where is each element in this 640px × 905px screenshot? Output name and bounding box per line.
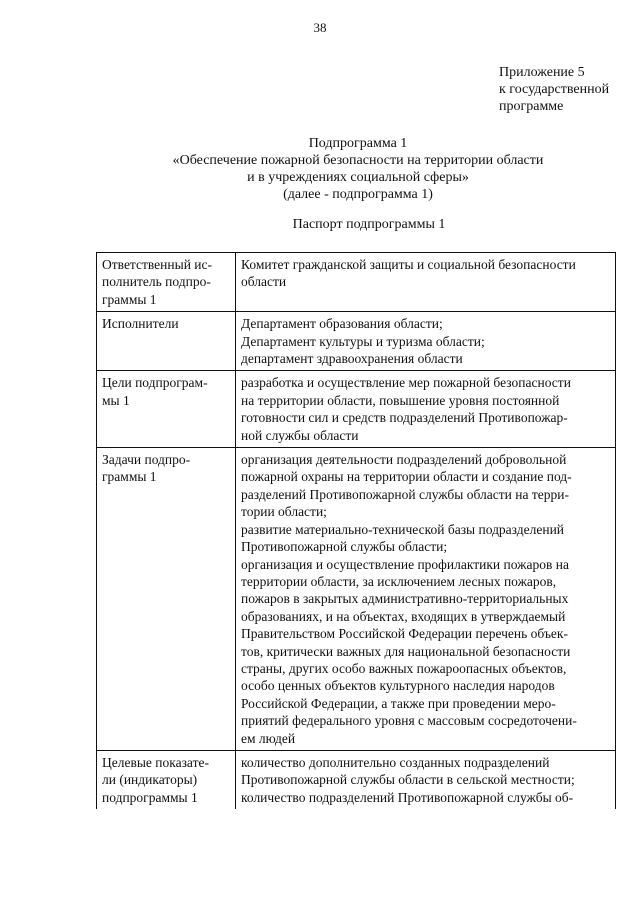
- appendix-line: программе: [499, 99, 564, 114]
- value-line: развитие материально-технической базы подразделений: [241, 521, 565, 537]
- value-line: Противопожарной службы области;: [241, 539, 448, 555]
- value-line: Комитет гражданской защиты и социальной безопасности: [241, 257, 576, 272]
- value-line: Департамент образования области;: [241, 316, 443, 332]
- subprogram-title-line: «Обеспечение пожарной безопасности на территории области: [172, 153, 544, 168]
- subprogram-title-line: и в учреждениях социальной сферы»: [247, 170, 469, 185]
- row-value: [236, 371, 616, 448]
- value-line: на территории области, повышение уровня постоянной: [241, 392, 560, 408]
- value-line: Российской Федерации, а также при проведении меро-: [241, 695, 556, 711]
- value-line: тории области;: [241, 504, 327, 520]
- value-line: тов, критически важных для национальной безопасности: [241, 643, 571, 659]
- value-line: ем людей: [241, 730, 296, 746]
- value-line: территории области, за исключением лесных пожаров,: [241, 573, 557, 589]
- label-line: Задачи подпро-: [102, 452, 191, 468]
- label-line: Целевые показате-: [102, 754, 209, 770]
- value-line: области: [241, 274, 287, 290]
- subprogram-title-line: Подпрограмма 1: [308, 136, 408, 151]
- subprogram-title: [0, 135, 640, 203]
- value-line: пожарной охраны на территории области и создание под-: [241, 469, 572, 485]
- value-line: разработка и осуществление мер пожарной безопасности: [241, 375, 571, 391]
- passport-title: Паспорт подпрограммы 1: [292, 217, 446, 232]
- table-row: [97, 312, 616, 371]
- page-number: 38: [313, 20, 327, 35]
- table-row: [97, 371, 616, 448]
- label-line: Цели подпрограм-: [102, 375, 208, 391]
- label-line: полнитель подпро-: [102, 274, 211, 290]
- label-line: ли (индикаторы): [102, 772, 198, 788]
- value-line: страны, других особо важных пожароопасных объектов,: [241, 660, 567, 676]
- value-line: пожаров в закрытых административно-территориальных: [241, 591, 569, 607]
- value-line: особо ценных объектов культурного наследия народов: [241, 678, 555, 694]
- row-value: [236, 448, 616, 751]
- label-line: граммы 1: [102, 469, 157, 485]
- table-row: [97, 750, 616, 809]
- label-line: Исполнители: [102, 316, 179, 332]
- value-line: готовности сил и средств подразделений Противопожар-: [241, 410, 568, 426]
- row-value: [236, 253, 616, 312]
- row-value: [236, 312, 616, 371]
- row-label: [97, 312, 236, 371]
- appendix-line: Приложение 5: [499, 65, 585, 80]
- value-line: Противопожарной службы области в сельской местности;: [241, 772, 575, 788]
- value-line: Правительством Российской Федерации перечень объек-: [241, 626, 568, 642]
- row-label: [97, 253, 236, 312]
- value-line: количество подразделений Противопожарной службы об-: [241, 789, 574, 805]
- value-line: организация деятельности подразделений добровольной: [241, 452, 567, 468]
- value-line: Департамент культуры и туризма области;: [241, 333, 485, 349]
- value-line: ной службы области: [241, 427, 359, 443]
- row-label: [97, 750, 236, 809]
- appendix-note: [499, 64, 609, 115]
- value-line: приятий федерального уровня с массовым сосредоточени-: [241, 713, 577, 729]
- passport-table: [96, 252, 616, 809]
- table-row: [97, 253, 616, 312]
- table-row: [97, 448, 616, 751]
- label-line: мы 1: [102, 392, 130, 408]
- value-line: департамент здравоохранения области: [241, 351, 463, 367]
- row-label: [97, 448, 236, 751]
- subprogram-title-line: (далее - подпрограмма 1): [283, 187, 433, 202]
- label-line: граммы 1: [102, 291, 157, 307]
- label-line: подпрограммы 1: [102, 789, 198, 805]
- row-label: [97, 371, 236, 448]
- value-line: количество дополнительно созданных подразделений: [241, 754, 550, 770]
- value-line: разделений Противопожарной службы области на терри-: [241, 486, 569, 502]
- value-line: организация и осуществление профилактики пожаров на: [241, 556, 569, 572]
- value-line: образованиях, и на объектах, входящих в утверждаемый: [241, 608, 566, 624]
- row-value: [236, 750, 616, 809]
- appendix-line: к государственной: [499, 82, 610, 97]
- label-line: Ответственный ис-: [102, 257, 213, 272]
